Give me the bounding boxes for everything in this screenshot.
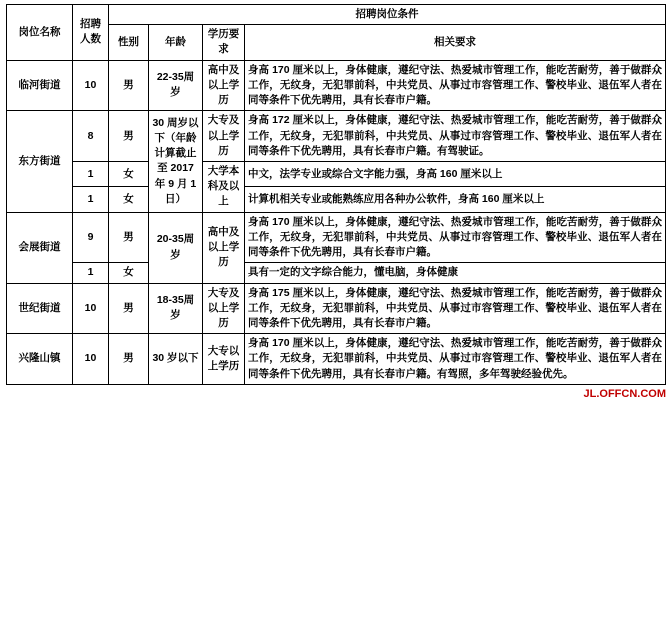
header-age: 年龄 xyxy=(149,25,203,60)
cell-hire-count: 9 xyxy=(73,212,109,263)
header-gender: 性别 xyxy=(109,25,149,60)
table-header-row-1 xyxy=(7,5,666,25)
table-row xyxy=(7,263,666,283)
cell-gender: 男 xyxy=(109,283,149,334)
cell-requirements: 中文，法学专业或综合文字能力强，身高 160 厘米以上 xyxy=(245,161,666,186)
document-page xyxy=(0,4,672,400)
cell-requirements: 身高 170 厘米以上，身体健康，遵纪守法、热爱城市管理工作，能吃苦耐劳，善于做群众工作，无纹身，无犯罪前科，中共党员、从事过市容管理工作、警校毕业、退伍军人者在同等条件下优先聘用，具有长春市户籍。有驾照，多年驾驶经验优先。 xyxy=(245,334,666,385)
cell-requirements: 身高 172 厘米以上，身体健康，遵纪守法、热爱城市管理工作，能吃苦耐劳，善于做群众工作，无纹身，无犯罪前科，中共党员、从事过市容管理工作、警校毕业、退伍军人者在同等条件下优先聘用，具有长春市户籍。有驾驶证。 xyxy=(245,111,666,162)
cell-age: 30 岁以下 xyxy=(149,334,203,385)
header-conditions: 招聘岗位条件 xyxy=(109,5,666,25)
cell-hire-count: 10 xyxy=(73,283,109,334)
cell-gender: 男 xyxy=(109,111,149,162)
cell-age: 18-35周岁 xyxy=(149,283,203,334)
table-row xyxy=(7,111,666,162)
cell-requirements: 计算机相关专业或能熟练应用各种办公软件，身高 160 厘米以上 xyxy=(245,187,666,212)
cell-education: 大专及以上学历 xyxy=(203,283,245,334)
cell-gender: 男 xyxy=(109,334,149,385)
cell-education: 高中及以上学历 xyxy=(203,60,245,111)
cell-hire-count: 8 xyxy=(73,111,109,162)
table-row xyxy=(7,212,666,263)
cell-age: 30 周岁以下（年龄计算截止至 2017 年 9 月 1 日） xyxy=(149,111,203,212)
header-position-name: 岗位名称 xyxy=(7,5,73,61)
cell-gender: 女 xyxy=(109,263,149,283)
site-watermark: JL.OFFCN.COM xyxy=(583,387,666,400)
cell-requirements: 身高 175 厘米以上，身体健康，遵纪守法、热爱城市管理工作，能吃苦耐劳，善于做群众工作，无纹身，无犯罪前科，中共党员、从事过市容管理工作、警校毕业、退伍军人者在同等条件下优先聘用，具有长春市户籍。 xyxy=(245,283,666,334)
cell-gender: 女 xyxy=(109,161,149,186)
cell-position-name: 兴隆山镇 xyxy=(7,334,73,385)
recruitment-table xyxy=(6,4,666,385)
cell-requirements: 身高 170 厘米以上，身体健康，遵纪守法、热爱城市管理工作，能吃苦耐劳，善于做群众工作，无纹身，无犯罪前科，中共党员、从事过市容管理工作、警校毕业、退伍军人者在同等条件下优先聘用，具有长春市户籍。 xyxy=(245,212,666,263)
cell-hire-count: 10 xyxy=(73,60,109,111)
cell-position-name: 临河街道 xyxy=(7,60,73,111)
cell-education: 大专以上学历 xyxy=(203,334,245,385)
cell-gender: 男 xyxy=(109,60,149,111)
header-requirements: 相关要求 xyxy=(245,25,666,60)
cell-position-name: 东方街道 xyxy=(7,111,73,212)
cell-hire-count: 1 xyxy=(73,263,109,283)
cell-age: 20-35周岁 xyxy=(149,212,203,283)
cell-gender: 女 xyxy=(109,187,149,212)
table-row xyxy=(7,161,666,186)
cell-education: 高中及以上学历 xyxy=(203,212,245,283)
table-row xyxy=(7,334,666,385)
cell-hire-count: 10 xyxy=(73,334,109,385)
cell-hire-count: 1 xyxy=(73,187,109,212)
table-row xyxy=(7,283,666,334)
cell-requirements: 具有一定的文字综合能力，懂电脑，身体健康 xyxy=(245,263,666,283)
cell-hire-count: 1 xyxy=(73,161,109,186)
cell-position-name: 会展街道 xyxy=(7,212,73,283)
cell-position-name: 世纪街道 xyxy=(7,283,73,334)
cell-gender: 男 xyxy=(109,212,149,263)
cell-education: 大学本科及以上 xyxy=(203,161,245,212)
cell-requirements: 身高 170 厘米以上，身体健康，遵纪守法、热爱城市管理工作，能吃苦耐劳，善于做群众工作，无纹身，无犯罪前科，中共党员、从事过市容管理工作、警校毕业、退伍军人者在同等条件下优先聘用，具有长春市户籍。 xyxy=(245,60,666,111)
header-education: 学历要求 xyxy=(203,25,245,60)
cell-education: 大专及以上学历 xyxy=(203,111,245,162)
table-body xyxy=(7,60,666,384)
table-row xyxy=(7,60,666,111)
header-hire-count: 招聘人数 xyxy=(73,5,109,61)
table-head xyxy=(7,5,666,61)
cell-age: 22-35周岁 xyxy=(149,60,203,111)
table-row xyxy=(7,187,666,212)
